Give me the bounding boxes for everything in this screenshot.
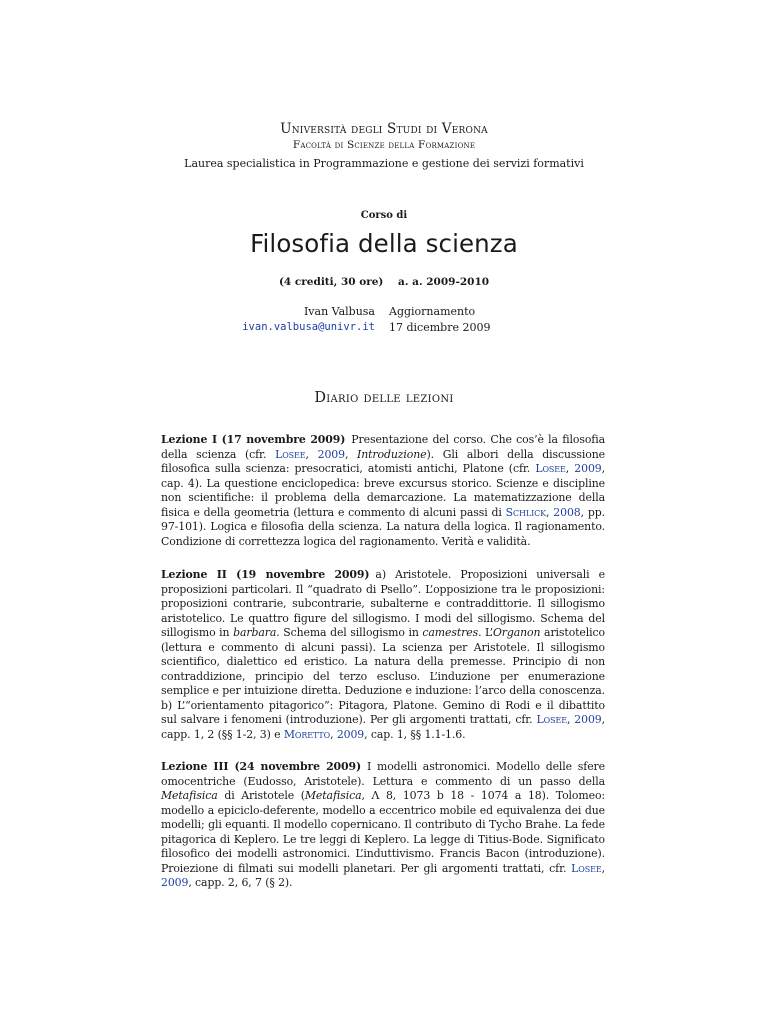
- lesson-text: , Λ 8, 1073 b 18 - 1074 a 18). Tolomeo: modello a epiciclo-deferente, modello a eccentrico mobile ed equivalenza dei due modelli; gli equanti. Il modello copernicano. Il contributo di Tycho Brahe. La fede pitagorica di Keplero. Le tre leggi di Keplero. La legge di Titius-Bode. Significato filosofico dei modelli astronomici. L’induttivismo. Francis Bacon (introduzione). Proiezione di filmati sui modelli planetari. Per gli argomenti trattati, cfr.: [161, 789, 605, 875]
- update-date: 17 dicembre 2009: [389, 321, 491, 334]
- lesson-text: . Schema del sillogismo in: [276, 626, 423, 640]
- course-label: Corso di: [360, 210, 408, 221]
- lesson-text: ,: [546, 505, 554, 519]
- lesson-text: , cap. 1, §§ 1.1-1.6.: [364, 728, 466, 742]
- lesson-text: ,: [566, 713, 575, 727]
- citation-link[interactable]: Losee: [536, 713, 567, 727]
- lesson-italic-text: Organon: [492, 626, 541, 640]
- faculty-name: Facoltà di Scienze della Formazione: [292, 139, 476, 151]
- lesson-italic-text: barbara: [233, 626, 277, 640]
- course-credits: [0, 276, 768, 288]
- lesson-italic-text: Introduzione: [357, 447, 427, 461]
- citation-link[interactable]: Moretto: [283, 728, 331, 742]
- citation-year-link[interactable]: 2009: [161, 876, 189, 890]
- lesson-text: ). Gli albori della discussione filosofica sulla scienza: presocratici, atomisti antichi, Platone (cfr.: [161, 447, 605, 476]
- citation-year-link[interactable]: 2009: [574, 713, 602, 727]
- lesson-text: a) Aristotele. Proposizioni universali e proposizioni particolari. Il “quadrato di Psello”. L’opposizione tra le proposizioni: proposizioni contrarie, subcontrarie, subalterne e contraddittorie. Il sillogismo aristotelico. Le quattro figure del sillogismo. I modi del sillogismo. Schema del sillogismo in: [161, 568, 605, 640]
- lesson-text: , pp. 97-101). Logica e filosofia della scienza. La natura della logica. Il ragionamento. Condizione di correttezza logica del ragionamento. Verità e validità.: [161, 505, 605, 548]
- lesson-text: ,: [601, 861, 605, 875]
- author-email-link[interactable]: ivan.valbusa@univr.it: [242, 321, 375, 333]
- lesson-text: ,: [330, 728, 337, 742]
- lesson-text: di Aristotele (: [217, 789, 305, 803]
- credits-text: (4 crediti, 30 ore) a. a. 2009-2010: [278, 276, 490, 288]
- update-label: Aggiornamento: [389, 305, 476, 318]
- lesson-text: , capp. 2, 6, 7 (§ 2).: [188, 876, 293, 890]
- lesson-title: Lezione III (24 novembre 2009): [161, 760, 362, 773]
- citation-link[interactable]: Losee: [571, 861, 602, 875]
- lesson-title: Lezione II (19 novembre 2009): [161, 568, 370, 581]
- lesson-title: Lezione I (17 novembre 2009): [161, 433, 346, 446]
- lesson-italic-text: Metafisica: [304, 789, 362, 803]
- lesson-text: ,: [305, 447, 318, 461]
- section-title: Diario delle lezioni: [314, 390, 454, 406]
- lesson-text: I modelli astronomici. Modello delle sfere omocentriche (Eudosso, Aristotele). Lettura e commento di un passo della: [161, 760, 605, 788]
- lesson-text: ,: [565, 462, 575, 476]
- lesson-paragraph: [161, 760, 605, 891]
- citation-year-link[interactable]: 2009: [317, 447, 345, 461]
- degree-name: Laurea specialistica in Programmazione e gestione dei servizi formativi: [184, 157, 584, 170]
- lesson-paragraph: [161, 568, 605, 743]
- lesson-text: ,: [344, 447, 358, 461]
- citation-year-link[interactable]: 2009: [574, 462, 602, 476]
- lesson-paragraph: [161, 433, 605, 549]
- university-name: Università degli Studi di Verona: [280, 121, 488, 137]
- citation-year-link[interactable]: 2009: [336, 728, 365, 742]
- lesson-text: aristotelico (lettura e commento di alcuni passi). La scienza per Aristotele. Il sillogismo scientifico, dialettico ed eristico. La natura della premesse. Principio di non contraddizione, principio del terzo escluso. L’induzione per enumerazione semplice e per intuizione diretta. Deduzione e induzione: l’arco della conoscenza. b) L’“orientamento pitagorico”: Pitagora, Platone. Gemino di Rodi e il dibattito sul salvare i fenomeni (introduzione). Per gli argomenti trattati, cfr.: [161, 626, 605, 727]
- lesson-text: , capp. 1, 2 (§§ 1-2, 3) e: [161, 713, 605, 742]
- lesson-italic-text: Metafisica: [161, 789, 218, 803]
- citation-year-link[interactable]: 2008: [553, 505, 581, 519]
- author-name: Ivan Valbusa: [303, 305, 375, 318]
- course-title: Filosofia della scienza: [250, 229, 518, 258]
- citation-link[interactable]: Losee: [275, 447, 306, 461]
- lesson-italic-text: camestres: [422, 626, 479, 640]
- lesson-text: , cap. 4). La questione enciclopedica: breve excursus storico. Scienze e discipline non scientifiche: il problema della demarcazione. La matematizzazione della fisica e della geometria (lettura e commento di alcuni passi di: [161, 462, 605, 519]
- citation-link[interactable]: Schlick: [505, 505, 547, 519]
- lesson-text: . L’: [478, 626, 493, 640]
- citation-link[interactable]: Losee: [535, 462, 566, 476]
- lesson-text: Presentazione del corso. Che cos’è la filosofia della scienza (cfr.: [161, 433, 605, 461]
